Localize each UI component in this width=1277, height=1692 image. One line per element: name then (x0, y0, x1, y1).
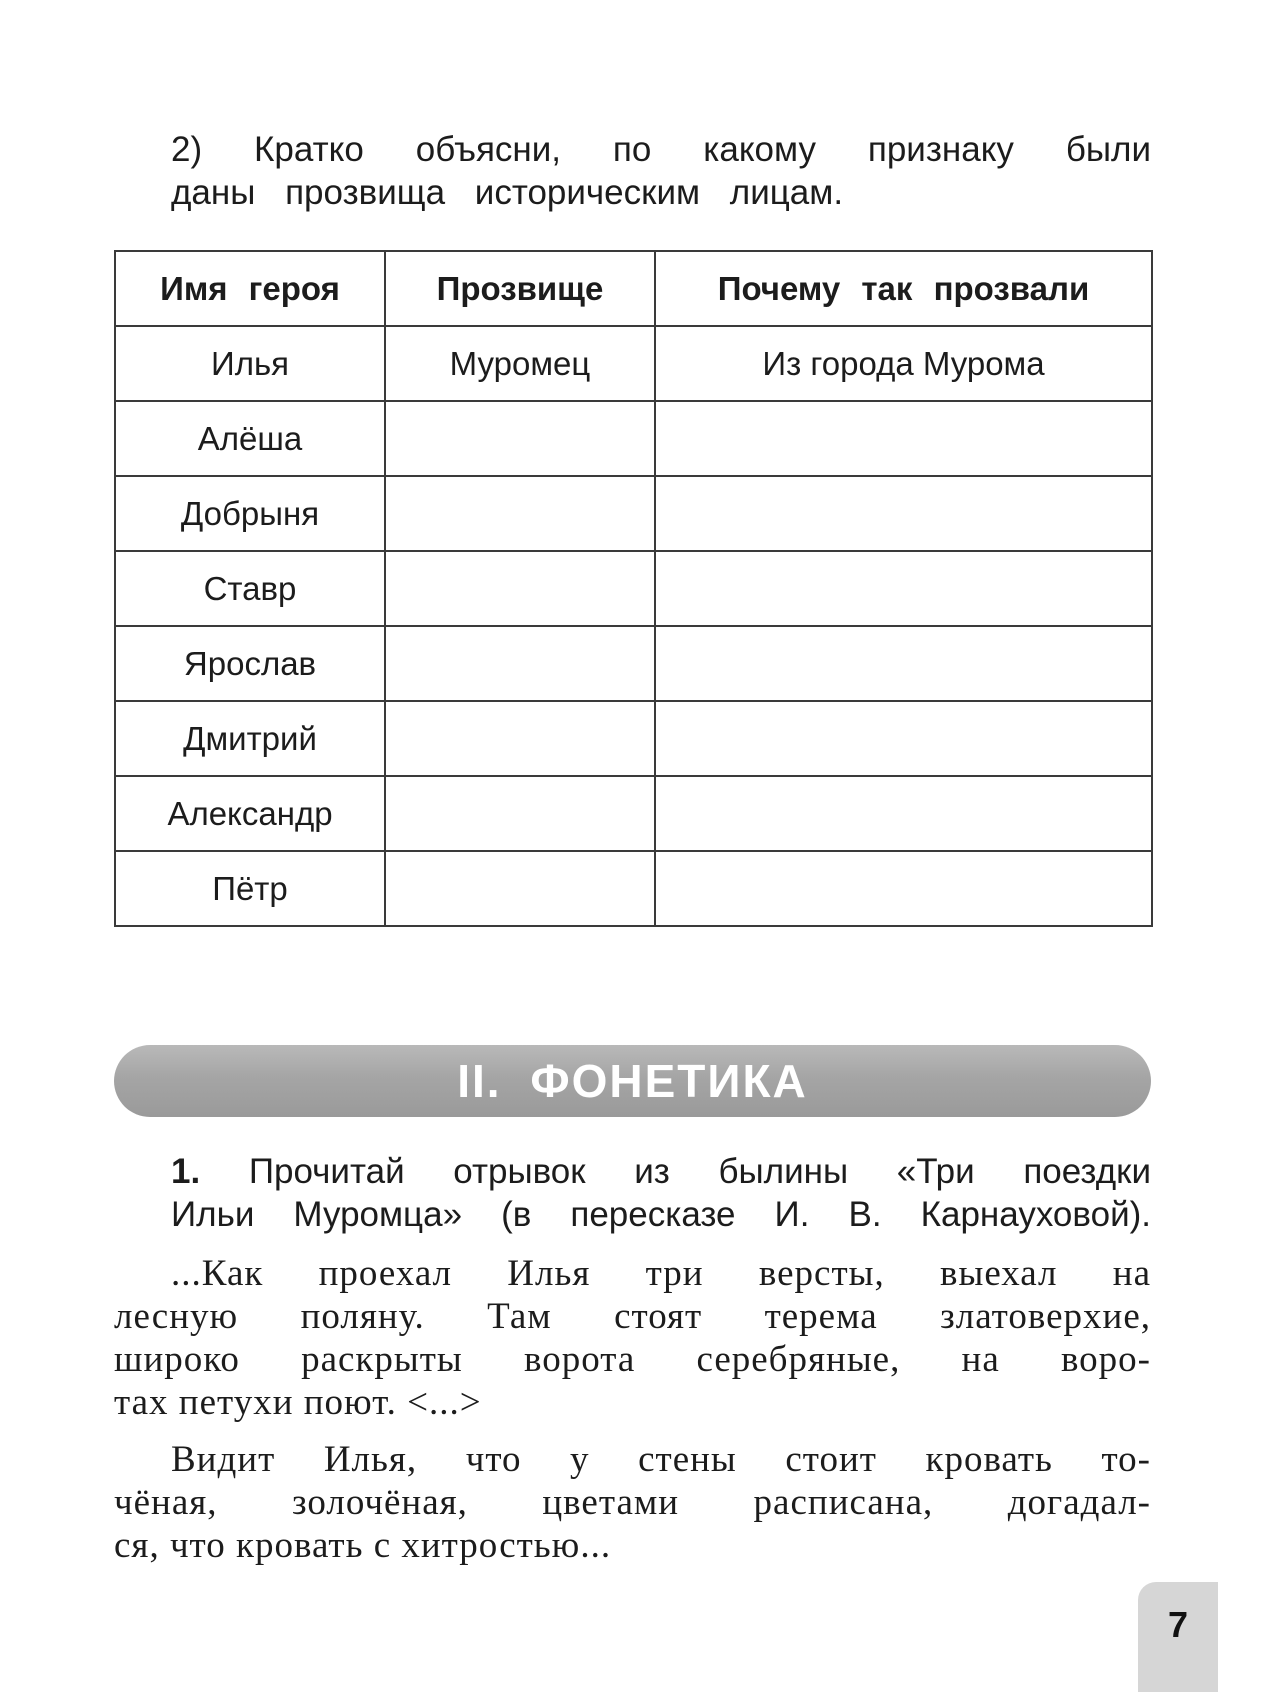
task-number: 1. (171, 1152, 201, 1191)
hero-name-cell: Ярослав (115, 626, 385, 701)
reason-cell[interactable] (655, 626, 1152, 701)
task-1-instruction (171, 1150, 1151, 1236)
page-number-tab (1138, 1582, 1218, 1692)
nickname-cell[interactable] (385, 701, 655, 776)
nicknames-table (114, 250, 1153, 927)
nickname-cell[interactable] (385, 851, 655, 926)
section-title: II. ФОНЕТИКА (457, 1055, 808, 1107)
reason-cell: Из города Мурома (655, 326, 1152, 401)
hero-name-cell: Дмитрий (115, 701, 385, 776)
header-nickname: Прозвище (385, 251, 655, 326)
excerpt-line: чёная, золочёная, цветами расписана, догадал- (114, 1482, 1151, 1523)
task-1-line-1 (171, 1150, 1151, 1193)
nickname-cell[interactable] (385, 776, 655, 851)
reason-cell[interactable] (655, 701, 1152, 776)
excerpt-line: тах петухи поют. <...> (114, 1382, 482, 1423)
hero-name-cell: Ставр (115, 551, 385, 626)
task-2-line-2: даны прозвища историческим лицам. (171, 173, 844, 212)
table-row (115, 851, 1152, 926)
section-banner (114, 1045, 1151, 1117)
nickname-cell[interactable] (385, 476, 655, 551)
excerpt-paragraph-2 (114, 1438, 1151, 1567)
reason-cell[interactable] (655, 476, 1152, 551)
nickname-cell[interactable] (385, 401, 655, 476)
hero-name-cell: Алёша (115, 401, 385, 476)
table-row (115, 626, 1152, 701)
hero-name-cell: Александр (115, 776, 385, 851)
task-2-line-1: 2) Кратко объясни, по какому признаку были (171, 130, 1151, 169)
reason-cell[interactable] (655, 551, 1152, 626)
task-2-instruction (171, 128, 1151, 214)
hero-name-cell: Пётр (115, 851, 385, 926)
task-1-line-2: Ильи Муромца» (в пересказе И. В. Карнауховой). (171, 1195, 1151, 1234)
table-row (115, 701, 1152, 776)
excerpt-line: лесную поляну. Там стоят терема златоверхие, (114, 1296, 1151, 1337)
nickname-cell[interactable] (385, 551, 655, 626)
task-1-line-1-text: Прочитай отрывок из былины «Три поездки (248, 1152, 1151, 1191)
table-row (115, 401, 1152, 476)
hero-name-cell: Илья (115, 326, 385, 401)
nickname-cell: Муромец (385, 326, 655, 401)
table-row (115, 326, 1152, 401)
bylina-excerpt (114, 1252, 1151, 1581)
table-header-row (115, 251, 1152, 326)
excerpt-paragraph-1 (114, 1252, 1151, 1424)
nickname-cell[interactable] (385, 626, 655, 701)
excerpt-line: широко раскрыты ворота серебряные, на воро- (114, 1339, 1151, 1380)
header-reason: Почему так прозвали (655, 251, 1152, 326)
table-row (115, 551, 1152, 626)
page-number: 7 (1167, 1604, 1189, 1645)
header-hero-name: Имя героя (115, 251, 385, 326)
hero-name-cell: Добрыня (115, 476, 385, 551)
excerpt-line: ...Как проехал Илья три версты, выехал на (171, 1253, 1151, 1294)
reason-cell[interactable] (655, 401, 1152, 476)
table-row (115, 476, 1152, 551)
table-row (115, 776, 1152, 851)
reason-cell[interactable] (655, 851, 1152, 926)
excerpt-line: Видит Илья, что у стены стоит кровать то- (171, 1439, 1151, 1480)
excerpt-line: ся, что кровать с хитростью... (114, 1525, 612, 1566)
reason-cell[interactable] (655, 776, 1152, 851)
